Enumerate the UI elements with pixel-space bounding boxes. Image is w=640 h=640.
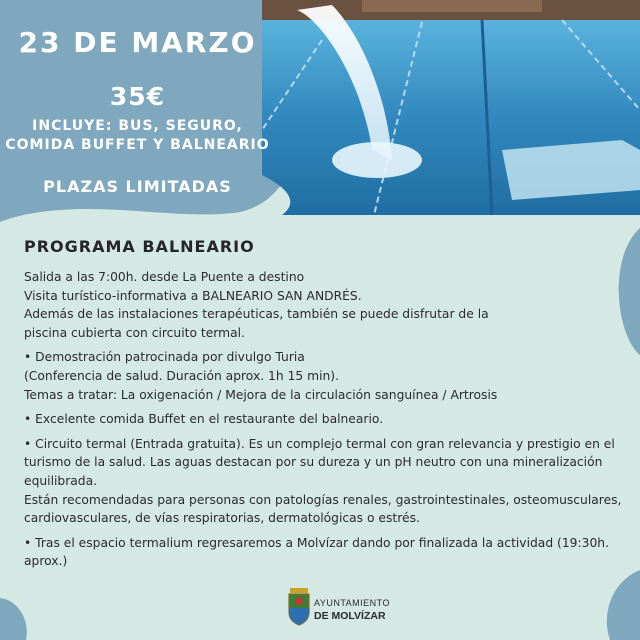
program-line: turismo de la salud. Las aguas destacan por su dureza y un pH neutro con una mineralización: [24, 455, 603, 470]
pool-photo: [262, 0, 640, 215]
program-section: [24, 236, 624, 571]
header: [0, 0, 275, 215]
logo-line-1: AYUNTAMIENTO: [314, 598, 391, 608]
program-line: Temas a tratar: La oxigenación / Mejora de la circulación sanguínea / Artrosis: [24, 387, 498, 402]
includes-line-1: INCLUYE: BUS, SEGURO,: [32, 118, 243, 134]
program-line: Están recomendadas para personas con patologías renales, gastrointestinales, osteomusculares,: [24, 492, 622, 507]
program-line: Además de las instalaciones terapéuticas, también se puede disfrutar de la: [24, 307, 489, 322]
includes-line-2: COMIDA BUFFET Y BALNEARIO: [5, 137, 270, 153]
town-hall-logo: [286, 586, 416, 630]
program-title: PROGRAMA BALNEARIO: [24, 237, 255, 256]
program-line: cardiovasculares, de vías respiratorias, dermatológicas o estrés.: [24, 511, 420, 526]
program-line: Salida a las 7:00h. desde La Puente a destino: [24, 270, 305, 284]
event-price: 35€: [109, 82, 166, 111]
program-line: • Excelente comida Buffet en el restaurante del balneario.: [24, 412, 384, 427]
limited-places: PLAZAS LIMITADAS: [43, 177, 232, 196]
program-line: equilibrada.: [24, 473, 98, 488]
program-line: piscina cubierta con circuito termal.: [24, 325, 245, 340]
coat-of-arms-icon: [286, 586, 312, 626]
program-line: • Circuito termal (Entrada gratuita). Es un complejo termal con gran relevancia y prestigio en el: [24, 436, 615, 451]
event-date: 23 DE MARZO: [18, 26, 257, 59]
program-line: aprox.): [24, 554, 68, 569]
logo-line-2: DE MOLVÍZAR: [314, 610, 386, 622]
program-line: (Conferencia de salud. Duración aprox. 1h 15 min).: [24, 368, 340, 383]
program-line: • Demostración patrocinada por divulgo Turia: [24, 350, 305, 365]
program-line: Visita turístico-informativa a BALNEARIO SAN ANDRÉS.: [24, 288, 362, 303]
program-line: • Tras el espacio termalium regresaremos a Molvízar dando por finalizada la actividad (19:30h.: [24, 535, 609, 550]
